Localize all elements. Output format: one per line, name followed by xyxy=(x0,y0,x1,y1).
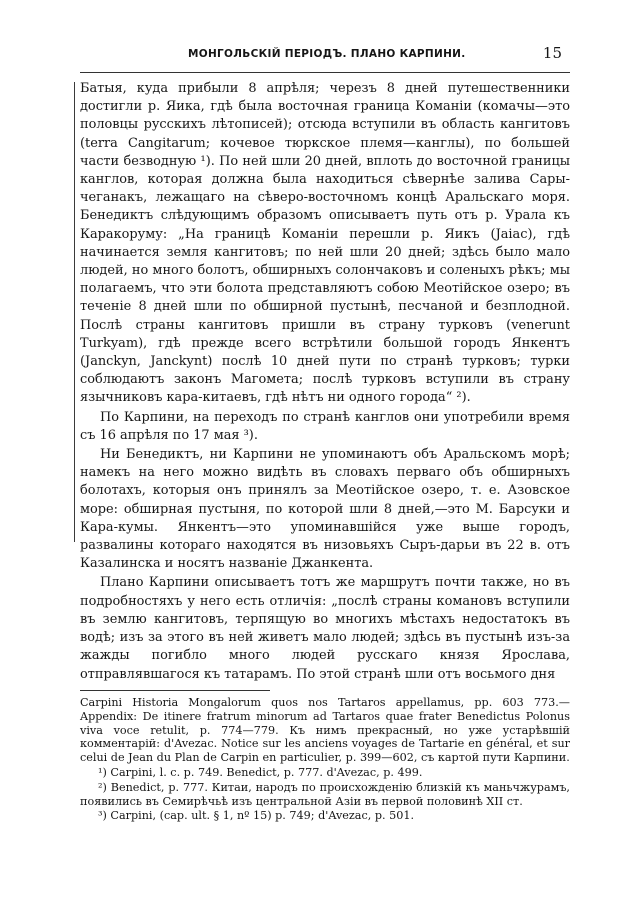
footnotes xyxy=(80,696,570,823)
margin-bracket-line xyxy=(74,82,75,542)
paragraph-1: Батыя, куда прибыли 8 апрѣля; черезъ 8 дней путешественники достигли р. Яика, гдѣ была восточная граница Команіи (комачы—это половцы русскихъ лѣтописей); отсюда вступили въ область кангитовъ (terra Cangitarum; кочевое тюркское племя—канглы), по большей части безводную ¹). По ней шли 20 дней, вплоть до восточной границы канглов, которая должна была находиться сѣвернѣе залива Сары-чеганакъ, лежащаго на сѣверо-восточномъ концѣ Аральскаго моря. Бенедиктъ слѣдующимъ образомъ описываетъ путь отъ р. Урала къ Каракоруму: „На границѣ Команіи перешли р. Яикъ (Jaiac), гдѣ начинается земля кангитовъ; по ней шли 20 дней; здѣсь было мало людей, но много болотъ, обширныхъ солончаковъ и соленыхъ рѣкъ; мы полагаемъ, что эти болота представляютъ собою Меотійское озеро; въ теченіе 8 дней шли по обширной пустынѣ, песчаной и безплодной. Послѣ страны кангитовъ пришли въ страну турковъ (venerunt Turkyam), гдѣ прежде всего встрѣтили большой городъ Янкентъ (Janckyn, Janckynt) послѣ 10 дней пути по странѣ турковъ; турки соблюдаютъ законъ Магомета; послѣ турковъ вступили въ страну язычниковъ кара-китаевъ, гдѣ нѣтъ ни одного города“ ²). xyxy=(80,81,570,406)
paragraph-2: По Карпини, на переходъ по странѣ канглов они употребили время съ 16 апрѣля по 17 мая ³). xyxy=(80,409,570,443)
running-title: МОНГОЛЬСКІЙ ПЕРІОДЪ. ПЛАНО КАРПИНИ. xyxy=(188,48,466,60)
paragraph-3: Ни Бенедиктъ, ни Карпини не упоминаютъ объ Аральскомъ морѣ; намекъ на него можно видѣть въ словахъ перваго объ обширныхъ болотахъ, которыя онъ принялъ за Меотійское озеро, т. е. Азовское море: обширная пустыня, по которой шли 8 дней,—это М. Барсуки и Кара-кумы. Янкентъ—это упоминавшійся уже выше городъ, развалины котораго находятся въ низовьяхъ Сыръ-дарьи въ 22 в. отъ Казалинска и носятъ названіе Джанкента. xyxy=(80,447,570,572)
footnote-3: ³) Carpini, (cap. ult. § 1, nº 15) p. 749; d'Avezac, p. 501. xyxy=(98,809,415,823)
footnote-separator xyxy=(80,690,270,691)
footnote-1: ¹) Carpini, l. c. p. 749. Benedict, p. 777. d'Avezac, p. 499. xyxy=(98,765,423,779)
paragraph-4: Плано Карпини описываетъ тотъ же маршрутъ почти также, но въ подробностяхъ у него есть отличія: „послѣ страны комановъ вступили въ землю кангитовъ, терпящую во многихъ мѣстахъ недостатокъ въ водѣ; изъ за этого въ ней живетъ мало людей; здѣсь въ пустынѣ изъ-за жажды погибло много людей русскаго князя Ярослава, отправлявшагося къ татарамъ. По этой странѣ шли отъ восьмого дня xyxy=(80,575,570,682)
footnote-source: Carpini Historia Mongalorum quos nos Tartaros appellamus, pp. 603 773.— Appendix: De itinere fratrum minorum ad Tartaros quae frater Benedictus Polonus viva voce retulit, p. 774—779. Къ нимъ прекрасный, но уже устарѣвшій комментарій: d'Avezac. Notice sur les anciens voyages de Tartarie en général, et sur celui de Jean du Plan de Carpin en particulier, p. 399—602, съ картой пути Карпини. xyxy=(80,696,570,765)
body-text xyxy=(80,80,570,684)
page-number: 15 xyxy=(542,44,562,62)
page-header xyxy=(80,42,570,73)
footnote-2: ²) Benedict, p. 777. Китаи, народъ по происхожденію близкій къ маньчжурамъ, появились въ Семирѣчьѣ изъ центральной Азіи въ первой половинѣ XII ст. xyxy=(80,780,570,808)
